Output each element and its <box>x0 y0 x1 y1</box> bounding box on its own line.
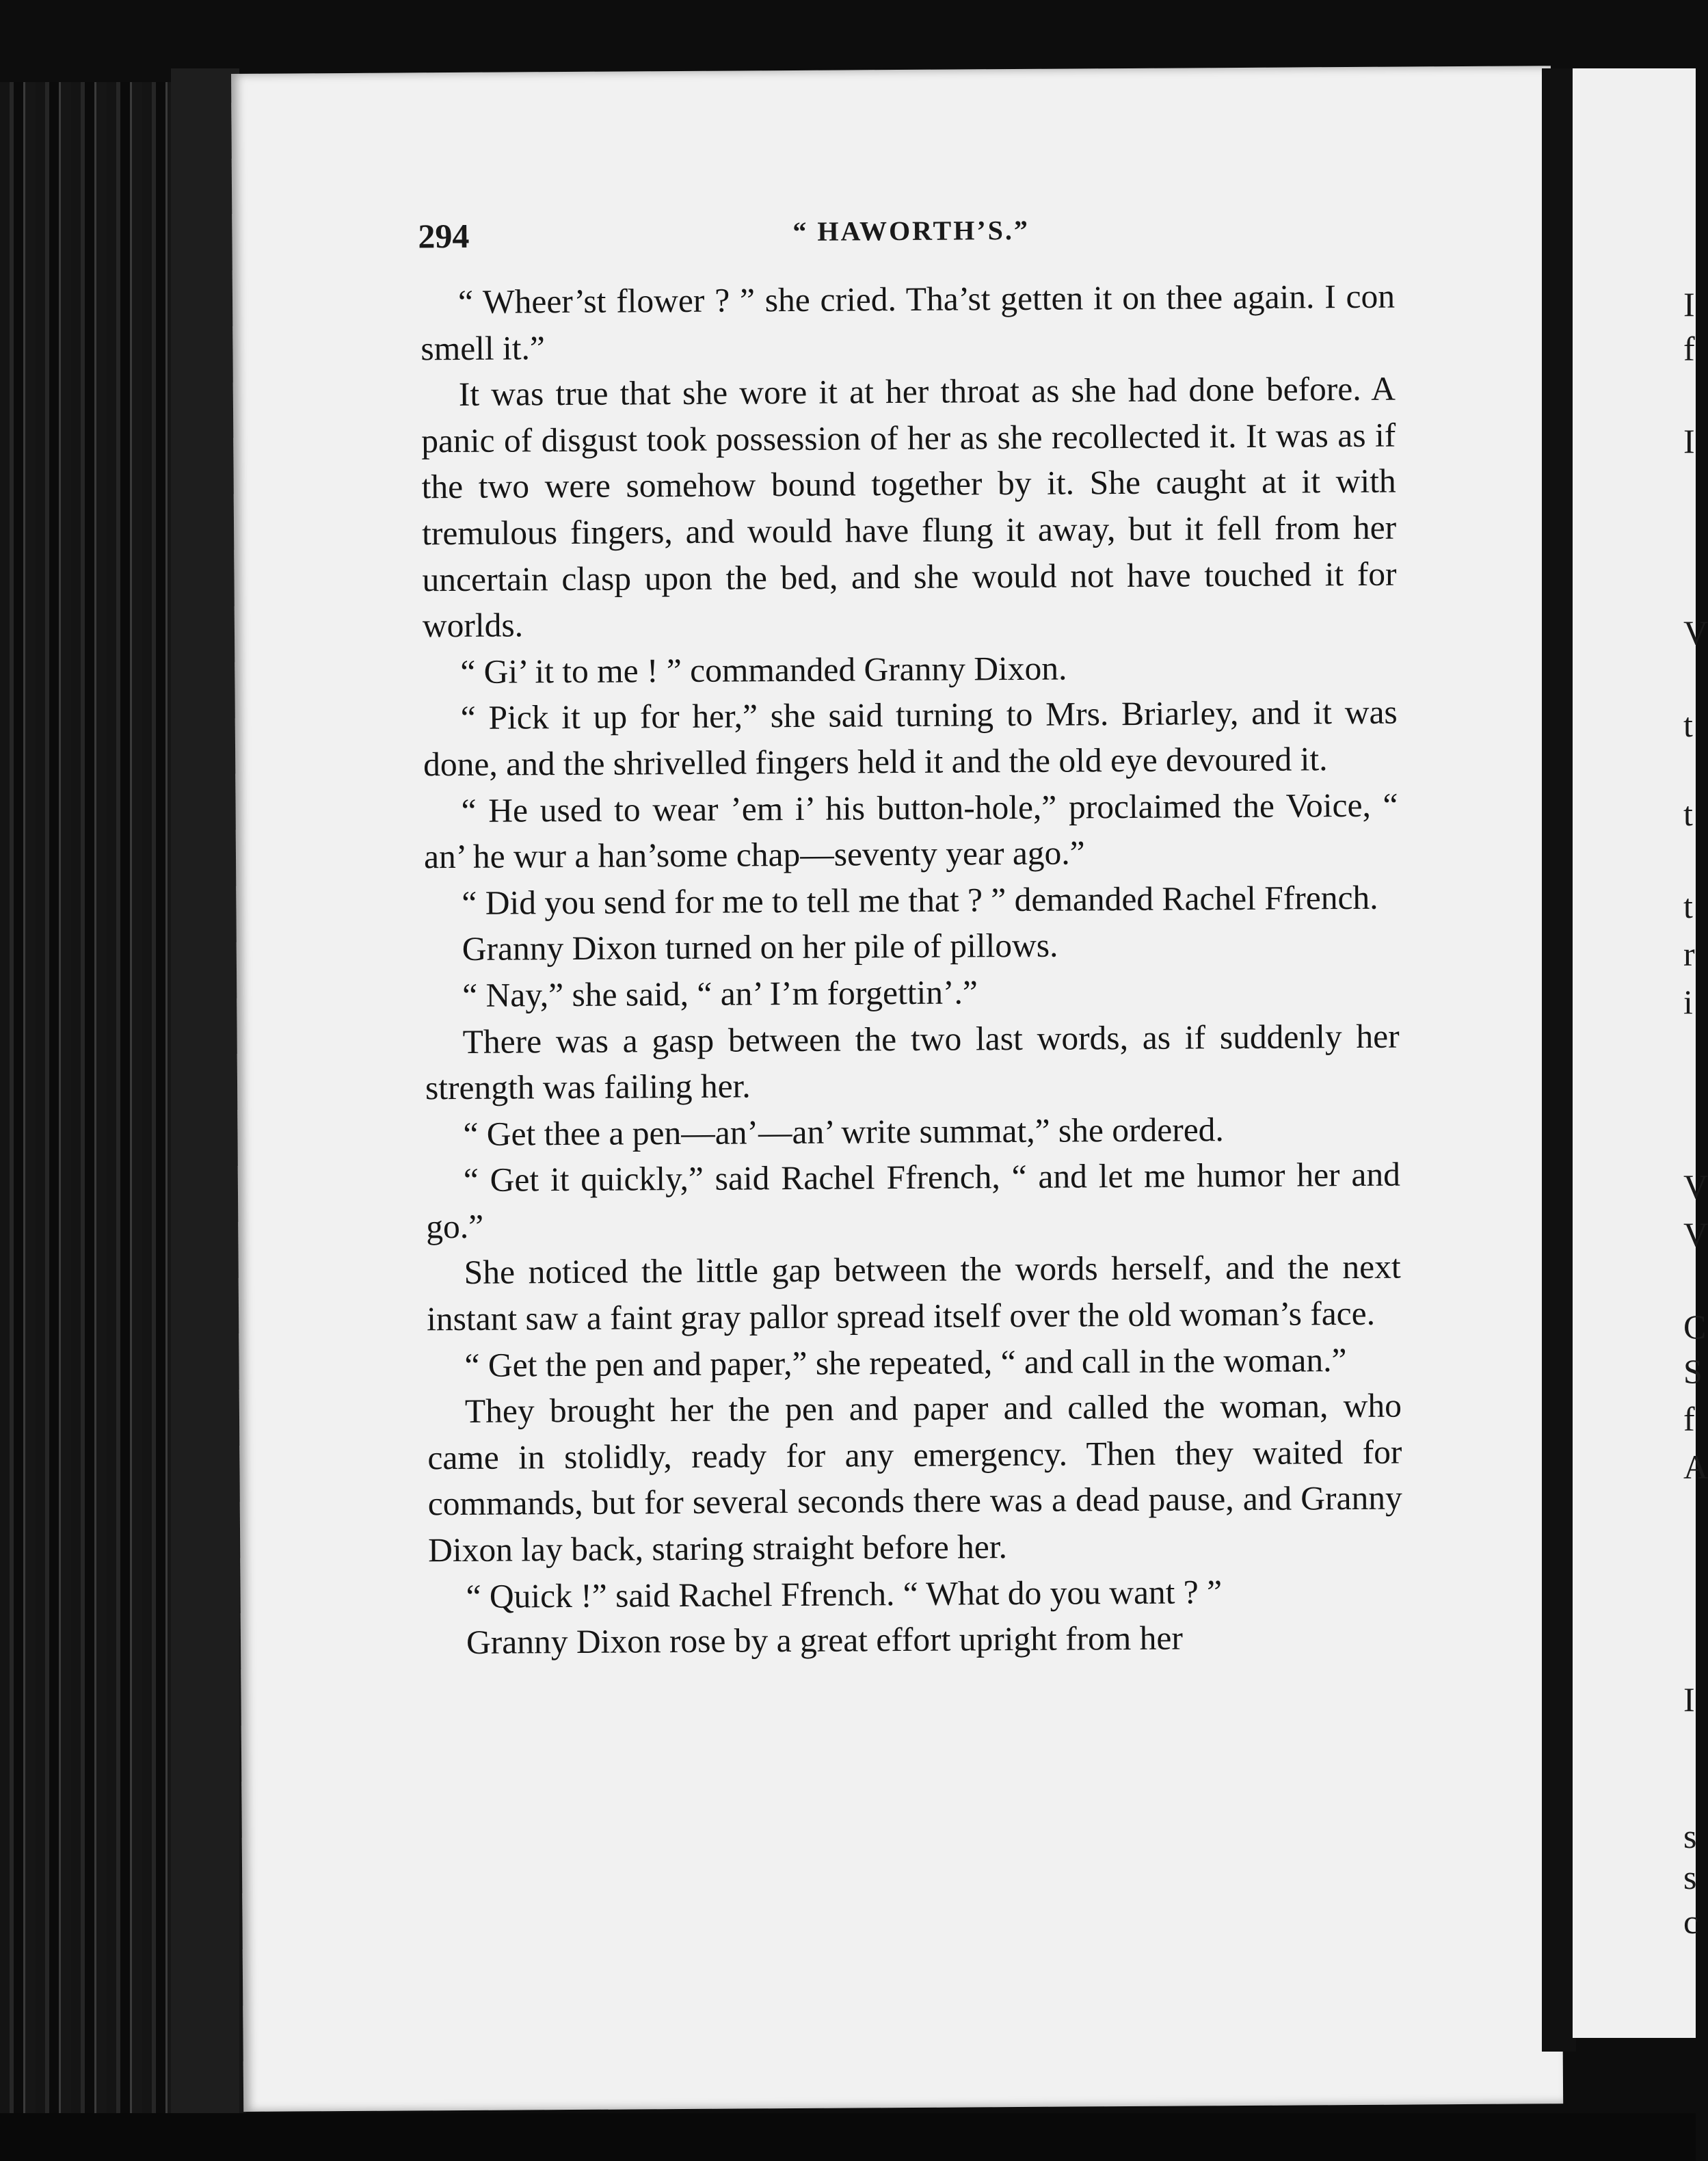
facing-page-fragment: s <box>1683 1858 1697 1896</box>
facing-page-fragment: I <box>1683 1680 1695 1719</box>
paragraph: “ Pick it up for her,” she said turning to Mrs. Briarley, and it was done, and the shrivelled fingers held it and the old eye devoured it. <box>423 693 1398 784</box>
facing-page-fragment: V <box>1683 613 1708 652</box>
facing-page-fragment: A <box>1683 1448 1708 1486</box>
facing-page-edge <box>1573 68 1699 2038</box>
facing-page-fragment: V <box>1683 1167 1708 1206</box>
book-binding-shadow <box>171 68 239 2120</box>
paragraph: They brought her the pen and paper and called the woman, who came in stolidly, ready for any emergency. Then they waited for commands, but for several seconds there was a dead pause, and Granny Dixon lay back, staring straight before her. <box>427 1386 1402 1569</box>
running-head <box>231 66 1551 256</box>
facing-page-fragment: V <box>1683 1215 1708 1254</box>
facing-page-fragment: t <box>1683 795 1693 833</box>
paragraph: She noticed the little gap between the words herself, and the next instant saw a faint gray pallor spread itself over the old woman’s face. <box>426 1248 1401 1338</box>
facing-page-fragment: c <box>1683 1903 1699 1941</box>
facing-page-fragment: t <box>1683 706 1693 744</box>
paragraph: “ Quick !” said Rachel Ffrench. “ What do you want ? ” <box>466 1572 1223 1615</box>
facing-page-fragment: i <box>1683 983 1693 1021</box>
paragraph: “ Did you send for me to tell me that ? ” demanded Rachel Ffrench. <box>462 878 1378 922</box>
scanner-border <box>0 2113 1696 2161</box>
paragraph: Granny Dixon rose by a great effort upright from her <box>466 1619 1184 1662</box>
paragraph: There was a gasp between the two last words, as if suddenly her strength was failing her. <box>425 1017 1400 1107</box>
paragraph: “ Get the pen and paper,” she repeated, “ and call in the woman.” <box>464 1340 1347 1384</box>
paragraph: “ He used to wear ’em i’ his button-hole,” proclaimed the Voice, “ an’ he wur a han’some chap—seventy year ago.” <box>423 786 1398 876</box>
paragraph: “ Wheer’st flower ? ” she cried. Tha’st getten it on thee again. I con smell it.” <box>421 277 1396 367</box>
paragraph: Granny Dixon turned on her pile of pillows. <box>462 926 1058 968</box>
running-title: “ HAWORTH’S.” <box>792 214 1030 247</box>
book-page <box>231 66 1563 2112</box>
paragraph: “ Get thee a pen—an’—an’ write summat,” she ordered. <box>463 1110 1224 1153</box>
facing-page-fragment: I <box>1683 285 1695 323</box>
facing-page-fragment: f <box>1683 330 1695 368</box>
paragraph: “ Nay,” she said, “ an’ I’m forgettin’.” <box>462 973 978 1014</box>
paragraph: It was true that she wore it at her throat as she had done before. A panic of disgust took possession of her as she recollected it. It was as if the two were somehow bound together by it. She caught at it with tremulous fingers, and would have flung it away, but it fell from her uncertain clasp upon the bed, and she would not have touched it for worlds. <box>421 369 1397 645</box>
page-gutter <box>1542 68 1576 2052</box>
facing-page-fragment: I <box>1683 422 1695 460</box>
facing-page-fragment: f <box>1683 1400 1695 1438</box>
facing-page-fragment: S <box>1683 1352 1703 1390</box>
facing-page-fragment: s <box>1683 1817 1697 1855</box>
facing-page-fragment: r <box>1683 935 1695 973</box>
facing-page-fragment: C <box>1683 1308 1707 1346</box>
page-body-text <box>421 274 1403 1666</box>
paragraph: “ Gi’ it to me ! ” commanded Granny Dixon. <box>460 649 1067 691</box>
facing-page-fragment: t <box>1683 887 1693 925</box>
page-number: 294 <box>418 216 470 256</box>
paragraph: “ Get it quickly,” said Rachel Ffrench, “ and let me humor her and go.” <box>426 1155 1401 1246</box>
